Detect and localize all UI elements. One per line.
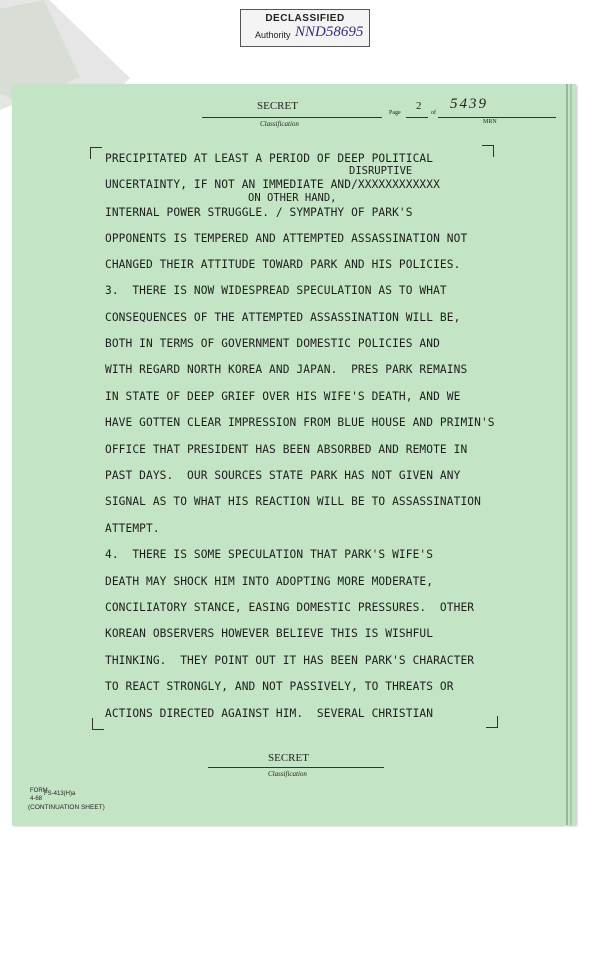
footer-classification: SECRET xyxy=(268,752,309,764)
body-line: KOREAN OBSERVERS HOWEVER BELIEVE THIS IS WISHFUL xyxy=(105,627,434,640)
header-classification-rule xyxy=(202,117,382,118)
mrn-label: MRN xyxy=(483,119,497,125)
page-number: 2 xyxy=(416,100,422,112)
body-line: BOTH IN TERMS OF GOVERNMENT DOMESTIC POLICIES AND xyxy=(105,337,440,350)
mrn-rule xyxy=(438,117,556,118)
document-page xyxy=(12,84,576,825)
body-line: WITH REGARD NORTH KOREA AND JAPAN. PRES PARK REMAINS xyxy=(105,363,468,376)
body-line: PAST DAYS. OUR SOURCES STATE PARK HAS NOT GIVEN ANY xyxy=(105,469,461,482)
body-line: DEATH MAY SHOCK HIM INTO ADOPTING MORE MODERATE, xyxy=(105,575,434,588)
body-line: 4. THERE IS SOME SPECULATION THAT PARK'S WIFE'S xyxy=(105,548,434,561)
body-line: SIGNAL AS TO WHAT HIS REACTION WILL BE TO ASSASSINATION xyxy=(105,495,481,508)
body-line: TO REACT STRONGLY, AND NOT PASSIVELY, TO THREATS OR xyxy=(105,680,454,693)
body-line: CONCILIATORY STANCE, EASING DOMESTIC PRESSURES. OTHER xyxy=(105,601,475,614)
body-line: ACTIONS DIRECTED AGAINST HIM. SEVERAL CHRISTIAN xyxy=(105,707,434,720)
corner-bracket-bottom-left xyxy=(92,718,104,730)
mrn-number: 5439 xyxy=(450,96,488,112)
body-line: OPPONENTS IS TEMPERED AND ATTEMPTED ASSASSINATION NOT xyxy=(105,232,468,245)
body-line: INTERNAL POWER STRUGGLE. / SYMPATHY OF PARK'S xyxy=(105,206,413,219)
body-line: 3. THERE IS NOW WIDESPREAD SPECULATION AS TO WHAT xyxy=(105,284,447,297)
corner-bracket-top-left xyxy=(90,147,102,159)
body-line: OFFICE THAT PRESIDENT HAS BEEN ABSORBED AND REMOTE IN xyxy=(105,443,468,456)
body-line: IN STATE OF DEEP GRIEF OVER HIS WIFE'S DEATH, AND WE xyxy=(105,390,461,403)
body-line: ATTEMPT. xyxy=(105,522,160,535)
body-line: THINKING. THEY POINT OUT IT HAS BEEN PARK'S CHARACTER xyxy=(105,654,475,667)
header-classification: SECRET xyxy=(257,100,298,112)
form-number: FS-413(H)a xyxy=(44,791,76,797)
declassified-stamp xyxy=(240,9,370,47)
corner-bracket-bottom-right xyxy=(486,716,498,728)
insert-disruptive: DISRUPTIVE xyxy=(349,165,413,177)
page-label: Page xyxy=(389,110,401,116)
form-label: FORM xyxy=(30,788,48,794)
of-label: of xyxy=(431,110,436,116)
stacked-page-edge xyxy=(566,84,568,825)
stamp-title: DECLASSIFIED xyxy=(265,13,345,24)
stacked-page-edge-2 xyxy=(570,84,572,825)
form-date: 4-68 xyxy=(30,796,43,802)
header-classification-caption: Classification xyxy=(260,120,299,128)
footer-classification-rule xyxy=(208,767,384,768)
body-line: PRECIPITATED AT LEAST A PERIOD OF DEEP POLITICAL xyxy=(105,152,434,165)
body-line: UNCERTAINTY, IF NOT AN IMMEDIATE AND/XXXXXXXXXXXX xyxy=(105,178,440,191)
page-number-rule xyxy=(406,117,428,118)
stamp-authority-label: Authority xyxy=(255,30,291,40)
form-note: (CONTINUATION SHEET) xyxy=(28,804,105,811)
corner-bracket-top-right xyxy=(482,145,494,157)
body-line: HAVE GOTTEN CLEAR IMPRESSION FROM BLUE HOUSE AND PRIMIN'S xyxy=(105,416,495,429)
footer-classification-caption: Classification xyxy=(268,770,307,778)
insert-on-other-hand: ON OTHER HAND, xyxy=(248,192,337,204)
body-line: CHANGED THEIR ATTITUDE TOWARD PARK AND HIS POLICIES. xyxy=(105,258,461,271)
stamp-authority-number: NND58695 xyxy=(295,24,364,40)
body-line: CONSEQUENCES OF THE ATTEMPTED ASSASSINATION WILL BE, xyxy=(105,311,461,324)
